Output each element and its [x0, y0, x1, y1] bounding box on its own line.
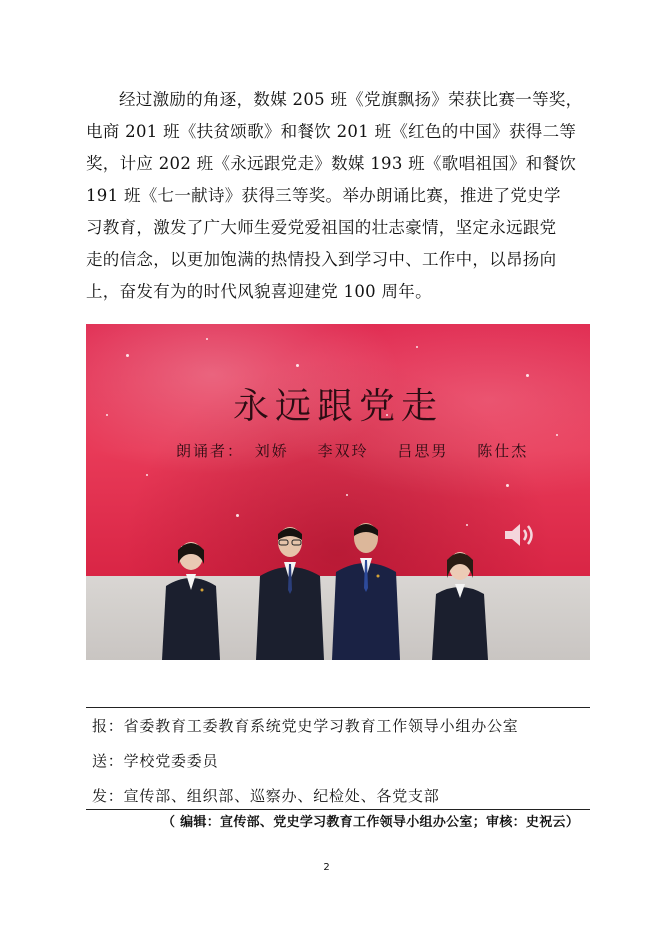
page-number: 2: [323, 862, 330, 873]
paragraph-line: 上，奋发有为的时代风貌喜迎建党 100 周年。: [86, 282, 432, 301]
student-figure: [330, 516, 402, 660]
separator-top: [86, 707, 590, 708]
paragraph-line: 习教育，激发了广大师生爱党爱祖国的壮志豪情，坚定永远跟党: [86, 218, 557, 237]
send-line: 送：学校党委委员: [92, 752, 219, 770]
student-figure: [254, 520, 326, 660]
speaker-icon: [502, 520, 538, 550]
sparkle: [126, 354, 129, 357]
student-figure: [428, 544, 492, 660]
reader-name: 李双玲: [317, 442, 369, 460]
reader-name: 陈仕杰: [477, 442, 529, 460]
sparkle: [296, 364, 299, 367]
editor-line: （ 编辑：宣传部、党史学习教育工作领导小组办公室；审核：史祝云）: [162, 815, 580, 830]
separator-bottom: [86, 809, 590, 810]
student-figure: [158, 534, 224, 660]
sparkle: [206, 338, 208, 340]
report-line: 报：省委教育工委教育系统党史学习教育工作领导小组办公室: [92, 717, 519, 735]
sparkle: [466, 524, 468, 526]
reader-name: 刘娇: [254, 442, 289, 460]
sparkle: [556, 434, 558, 436]
event-photo: [86, 324, 590, 660]
paragraph-line: 经过激励的角逐，数媒 205 班《党旗飘扬》荣获比赛一等奖，: [119, 90, 583, 109]
paragraph-line: 走的信念，以更加饱满的热情投入到学习中、工作中，以昂扬向: [86, 250, 557, 269]
readers-label: 朗诵者：: [176, 442, 245, 460]
issue-line: 发：宣传部、组织部、巡察办、纪检处、各党支部: [92, 787, 440, 805]
paragraph-line: 奖，计应 202 班《永远跟党走》数媒 193 班《歌唱祖国》和餐饮: [86, 154, 577, 173]
sparkle: [346, 494, 348, 496]
reader-name: 吕思男: [397, 442, 449, 460]
screen-title: 永远跟党走: [232, 386, 443, 427]
sparkle: [236, 514, 239, 517]
screen-readers: [176, 440, 550, 461]
sparkle: [526, 374, 529, 377]
paragraph-line: 191 班《七一献诗》获得三等奖。举办朗诵比赛，推进了党史学: [86, 186, 561, 205]
paragraph-line: 电商 201 班《扶贫颂歌》和餐饮 201 班《红色的中国》获得二等: [86, 122, 577, 141]
body-paragraph: [86, 84, 583, 308]
sparkle: [416, 346, 418, 348]
sparkle: [506, 484, 509, 487]
sparkle: [146, 474, 148, 476]
